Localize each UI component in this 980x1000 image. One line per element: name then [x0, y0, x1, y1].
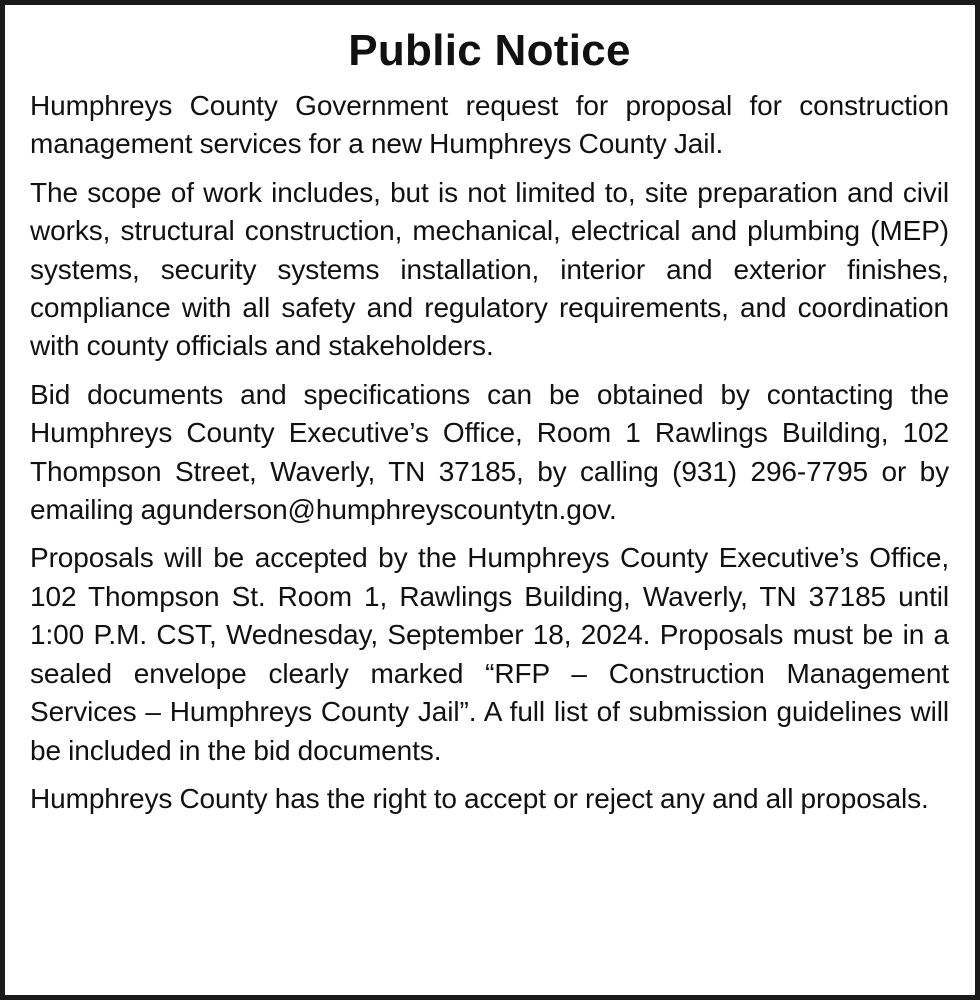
- notice-title: Public Notice: [348, 26, 631, 75]
- paragraph-bid-documents: Bid documents and specifications can be obtained by contacting the Humphreys County Executive’s Office, Room 1 Rawlings Building, 102 Thompson Street, Waverly, TN 37185, by calling (931) 296-7795 or by emailing agunderson@humphreyscountytn.gov.: [30, 378, 949, 526]
- paragraph-request-for-proposal: Humphreys County Government request for proposal for construction management services for a new Humphreys County Jail.: [30, 90, 949, 160]
- paragraph-right-to-reject: Humphreys County has the right to accept or reject any and all proposals.: [30, 782, 929, 814]
- paragraph-scope-of-work: The scope of work includes, but is not limited to, site preparation and civil works, structural construction, mechanical, electrical and plumbing (MEP) systems, security systems installation, interior and exterior finishes, compliance with all safety and regulatory requirements, and coordination with county officials and stakeholders.: [30, 176, 949, 362]
- paragraph-proposal-submission: Proposals will be accepted by the Humphreys County Executive’s Office, 102 Thompson St. Room 1, Rawlings Building, Waverly, TN 37185 until 1:00 P.M. CST, Wednesday, September 18, 2024. Proposals must be in a sealed envelope clearly marked “RFP – Construction Management Services – Humphreys County Jail”. A full list of submission guidelines will be included in the bid documents.: [30, 542, 949, 766]
